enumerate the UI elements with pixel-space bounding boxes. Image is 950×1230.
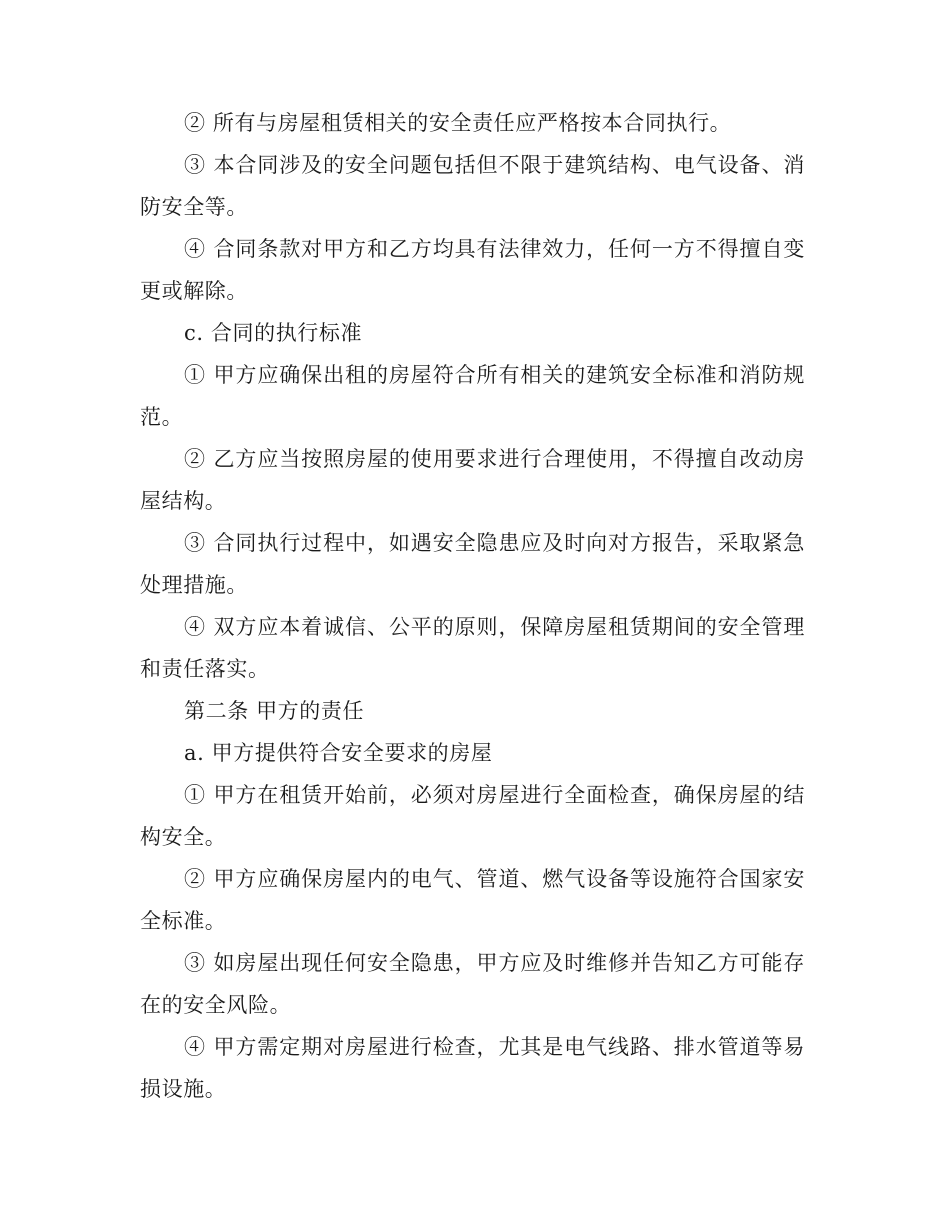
clause-item: ② 所有与房屋租赁相关的安全责任应严格按本合同执行。: [184, 111, 732, 135]
clause-item: ④ 甲方需定期对房屋进行检查，尤其是电气线路、排水管道等易损设施。: [140, 1035, 805, 1101]
section-subheading: c. 合同的执行标准: [184, 321, 363, 345]
clause-item: ② 乙方应当按照房屋的使用要求进行合理使用，不得擅自改动房屋结构。: [140, 447, 805, 513]
clause-item: ③ 如房屋出现任何安全隐患，甲方应及时维修并告知乙方可能存在的安全风险。: [140, 951, 805, 1017]
clause-item: ② 甲方应确保房屋内的电气、管道、燃气设备等设施符合国家安全标准。: [140, 867, 805, 933]
clause-item: ④ 双方应本着诚信、公平的原则，保障房屋租赁期间的安全管理和责任落实。: [140, 615, 805, 681]
document-body: [140, 102, 805, 1110]
article-heading: 第二条 甲方的责任: [184, 699, 365, 723]
clause-item: ④ 合同条款对甲方和乙方均具有法律效力，任何一方不得擅自变更或解除。: [140, 237, 805, 303]
clause-item: ① 甲方在租赁开始前，必须对房屋进行全面检查，确保房屋的结构安全。: [140, 783, 805, 849]
clause-item: ③ 本合同涉及的安全问题包括但不限于建筑结构、电气设备、消防安全等。: [140, 153, 805, 219]
section-subheading: a. 甲方提供符合安全要求的房屋: [184, 741, 493, 765]
clause-item: ③ 合同执行过程中，如遇安全隐患应及时向对方报告，采取紧急处理措施。: [140, 531, 805, 597]
clause-item: ① 甲方应确保出租的房屋符合所有相关的建筑安全标准和消防规范。: [140, 363, 805, 429]
